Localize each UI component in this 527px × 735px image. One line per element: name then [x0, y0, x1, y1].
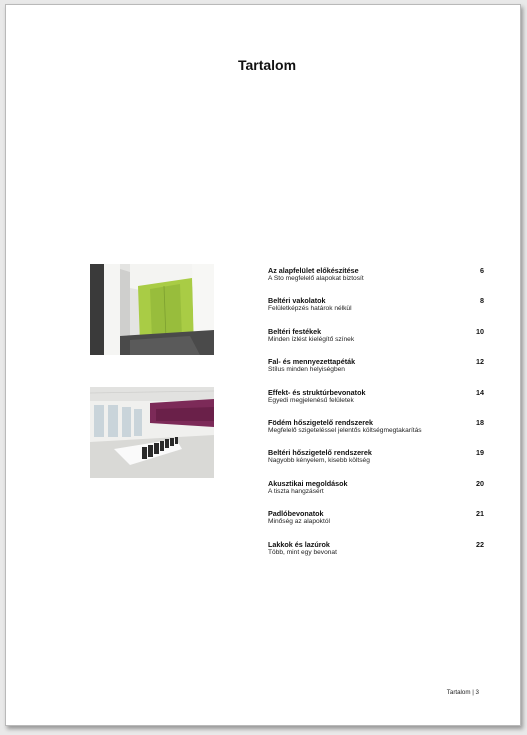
toc-item-page: 14: [476, 387, 484, 397]
toc-item-title: Beltéri festékek: [268, 326, 322, 336]
interior-photo-purple: [90, 387, 214, 478]
toc-item-subtitle: Megfelelő szigeteléssel jelentős költségmegtakarítás: [268, 426, 422, 434]
toc-item-page: 19: [476, 448, 484, 458]
toc-item-page: 6: [480, 266, 484, 275]
toc-item-subtitle: Stílus minden helyiségben: [268, 366, 345, 374]
toc-item-page: 21: [476, 509, 484, 519]
table-of-contents: [268, 266, 484, 570]
toc-item-subtitle: Minőség az alapoktól: [268, 518, 330, 526]
toc-item-page: 22: [476, 539, 484, 549]
toc-item-title: Fal- és mennyezettapéták: [268, 357, 356, 367]
page-footer: Tartalom | 3: [446, 689, 479, 696]
toc-item-subtitle: Felületképzés határok nélkül: [268, 305, 352, 313]
toc-item-page: 8: [480, 296, 484, 306]
toc-item[interactable]: [268, 388, 484, 418]
toc-item-page: 12: [476, 357, 484, 367]
toc-item[interactable]: [268, 540, 484, 570]
toc-item-title: Lakkok és lazúrok: [268, 539, 330, 549]
page-title: Tartalom: [237, 57, 297, 73]
toc-item-title: Az alapfelület előkészítése: [268, 266, 359, 275]
toc-item-title: Födém hőszigetelő rendszerek: [268, 417, 374, 427]
toc-item-page: 20: [476, 478, 484, 488]
toc-item-page: 10: [476, 326, 484, 336]
toc-item-title: Beltéri hőszigetelő rendszerek: [268, 448, 372, 458]
interior-photo-green: [90, 264, 214, 355]
toc-item[interactable]: [268, 418, 484, 448]
toc-item[interactable]: [268, 327, 484, 357]
toc-item-title: Effekt- és struktúrbevonatok: [268, 387, 366, 397]
toc-item-subtitle: A Sto megfelelő alapokat biztosít: [268, 275, 364, 282]
toc-item[interactable]: [268, 357, 484, 387]
toc-item-subtitle: Nagyobb kényelem, kisebb költség: [268, 457, 370, 465]
toc-item-page: 18: [476, 417, 484, 427]
toc-item[interactable]: [268, 509, 484, 539]
toc-item-subtitle: Egyedi megjelenésű felületek: [268, 396, 354, 404]
toc-item-title: Padlóbevonatok: [268, 509, 324, 519]
toc-item-title: Beltéri vakolatok: [268, 296, 326, 306]
toc-item-title: Akusztikai megoldások: [268, 478, 348, 488]
toc-item[interactable]: [268, 266, 484, 296]
document-page: [5, 4, 521, 726]
toc-item-subtitle: Több, mint egy bevonat: [268, 548, 337, 556]
toc-item[interactable]: [268, 448, 484, 478]
toc-item-subtitle: Minden ízlést kielégítő színek: [268, 335, 355, 343]
toc-item[interactable]: [268, 296, 484, 326]
toc-item-subtitle: A tiszta hangzásért: [268, 487, 324, 495]
toc-item[interactable]: [268, 479, 484, 509]
